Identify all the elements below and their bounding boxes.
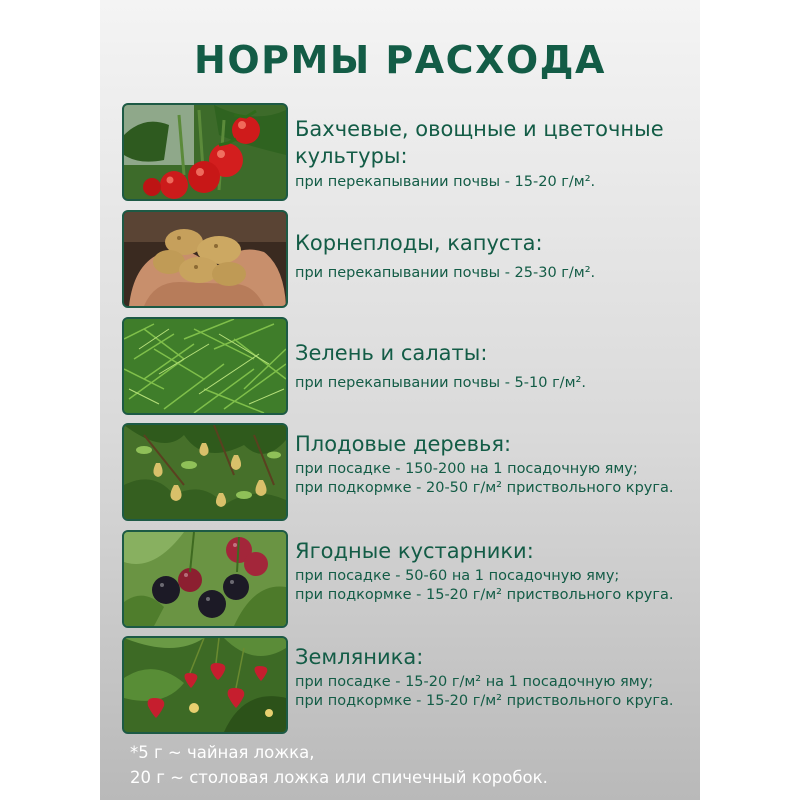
strawberries-photo [122, 636, 288, 734]
item-detail: при перекапывании почвы - 25-30 г/м². [295, 265, 596, 281]
item-detail: при посадке - 15-20 г/м² на 1 посадочную яму; [295, 674, 654, 690]
item-detail: при подкормке - 20-50 г/м² приствольного круга. [295, 480, 674, 496]
item-heading: Зелень и салаты: [295, 341, 488, 365]
blackberries-photo [122, 530, 288, 628]
tomatoes-photo [122, 103, 288, 201]
item-heading: Земляника: [295, 645, 424, 669]
item-detail: при посадке - 150-200 на 1 посадочную яму; [295, 461, 638, 477]
item-detail: при подкормке - 15-20 г/м² приствольного круга. [295, 587, 674, 603]
item-detail: при перекапывании почвы - 15-20 г/м². [295, 174, 596, 190]
pears-photo [122, 423, 288, 521]
item-heading: Плодовые деревья: [295, 432, 512, 456]
item-heading: Бахчевые, овощные и цветочные культуры: [295, 117, 664, 168]
footnote-line: 20 г ~ столовая ложка или спичечный коробок. [130, 768, 548, 787]
footnote [130, 740, 690, 790]
item-detail: при подкормке - 15-20 г/м² приствольного круга. [295, 693, 674, 709]
item-heading: Ягодные кустарники: [295, 539, 534, 563]
item-detail: при посадке - 50-60 на 1 посадочную яму; [295, 568, 620, 584]
dill-greens-photo [122, 317, 288, 415]
item-heading: Корнеплоды, капуста: [295, 231, 543, 255]
item-detail: при перекапывании почвы - 5-10 г/м². [295, 375, 586, 391]
page-title: НОРМЫ РАСХОДА [194, 38, 606, 82]
infographic-page [100, 0, 700, 800]
footnote-line: *5 г ~ чайная ложка, [130, 743, 315, 762]
potatoes-photo [122, 210, 288, 308]
